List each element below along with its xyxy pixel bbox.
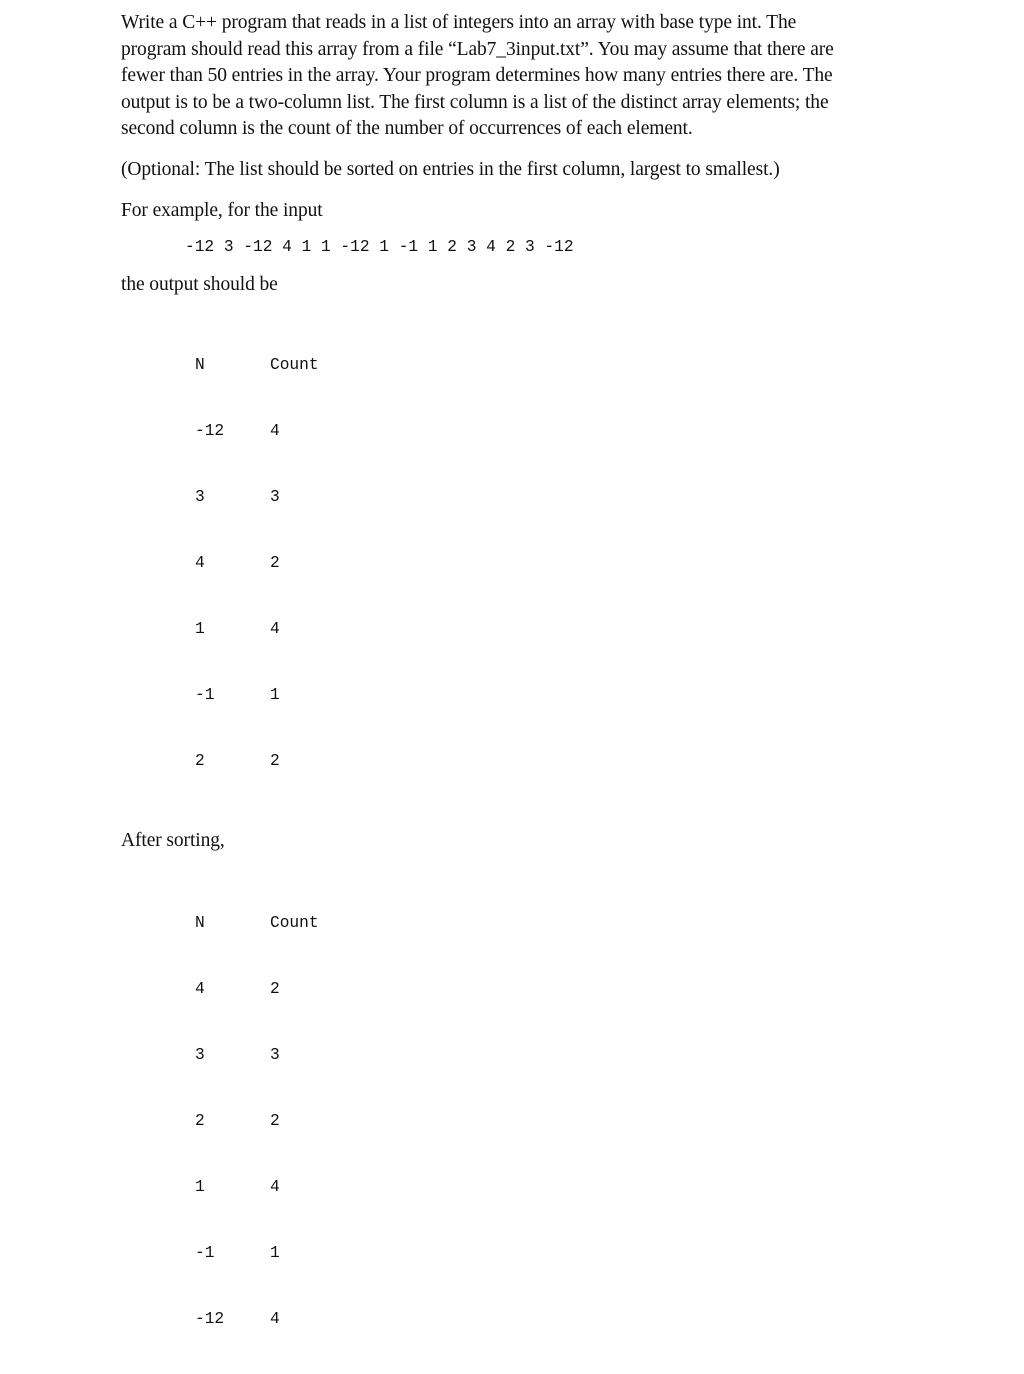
- statement-line-1: Write a C++ program that reads in a list of integers into an array with base type int. The: [121, 12, 797, 33]
- table-row: [195, 1110, 941, 1132]
- cell-n: 4: [195, 553, 205, 572]
- example-input-sequence: -12 3 -12 4 1 1 -12 1 -1 1 2 3 4 2 3 -12: [185, 238, 574, 257]
- table-row: [195, 618, 941, 640]
- cell-n: 1: [195, 1178, 205, 1197]
- statement-line-5: second column is the count of the number of occurrences of each element.: [121, 118, 693, 140]
- output-table-header: [195, 354, 941, 376]
- cell-count: 2: [270, 980, 280, 999]
- problem-statement: [121, 10, 941, 143]
- cell-count: 1: [270, 1244, 280, 1263]
- cell-count: 2: [270, 1112, 280, 1131]
- cell-n: 3: [195, 1046, 205, 1065]
- table-row: [195, 750, 941, 772]
- statement-line-3: fewer than 50 entries in the array. Your program determines how many entries there are. The: [121, 65, 833, 87]
- cell-count: 4: [270, 1310, 280, 1329]
- cell-n: -1: [195, 685, 215, 704]
- header-count: Count: [270, 355, 319, 374]
- cell-count: 3: [270, 487, 280, 506]
- cell-count: 4: [270, 619, 280, 638]
- cell-n: 4: [195, 980, 205, 999]
- table-row: [195, 1044, 941, 1066]
- example-intro: For example, for the input: [121, 199, 323, 221]
- problem-document: [121, 10, 941, 1374]
- cell-n: -1: [195, 1244, 215, 1263]
- table-row: [195, 1242, 941, 1264]
- table-row: [195, 486, 941, 508]
- cell-n: -12: [195, 421, 225, 440]
- cell-n: 1: [195, 619, 205, 638]
- table-row: [195, 684, 941, 706]
- statement-line-4: output is to be a two-column list. The first column is a list of the distinct array elements; the: [121, 91, 829, 113]
- cell-n: 2: [195, 751, 205, 770]
- output-intro: the output should be: [121, 274, 278, 296]
- header-count: Count: [270, 914, 319, 933]
- cell-n: -12: [195, 1310, 225, 1329]
- table-row: [195, 552, 941, 574]
- statement-line-2: program should read this array from a file “Lab7_3input.txt”. You may assume that there are: [121, 38, 834, 60]
- table-row: [195, 420, 941, 442]
- output-table: [195, 310, 941, 816]
- table-row: [195, 978, 941, 1000]
- cell-count: 3: [270, 1046, 280, 1065]
- cell-count: 4: [270, 421, 280, 440]
- after-sorting-label: After sorting,: [121, 829, 225, 851]
- table-row: [195, 1308, 941, 1330]
- cell-count: 2: [270, 751, 280, 770]
- header-n: N: [195, 914, 205, 933]
- header-n: N: [195, 355, 205, 374]
- sorted-table-header: [195, 912, 941, 934]
- table-row: [195, 1176, 941, 1198]
- sorted-table: [195, 868, 941, 1374]
- optional-note: (Optional: The list should be sorted on entries in the first column, largest to smallest.): [121, 158, 780, 180]
- cell-count: 1: [270, 685, 280, 704]
- cell-count: 4: [270, 1178, 280, 1197]
- cell-n: 2: [195, 1112, 205, 1131]
- cell-count: 2: [270, 553, 280, 572]
- cell-n: 3: [195, 487, 205, 506]
